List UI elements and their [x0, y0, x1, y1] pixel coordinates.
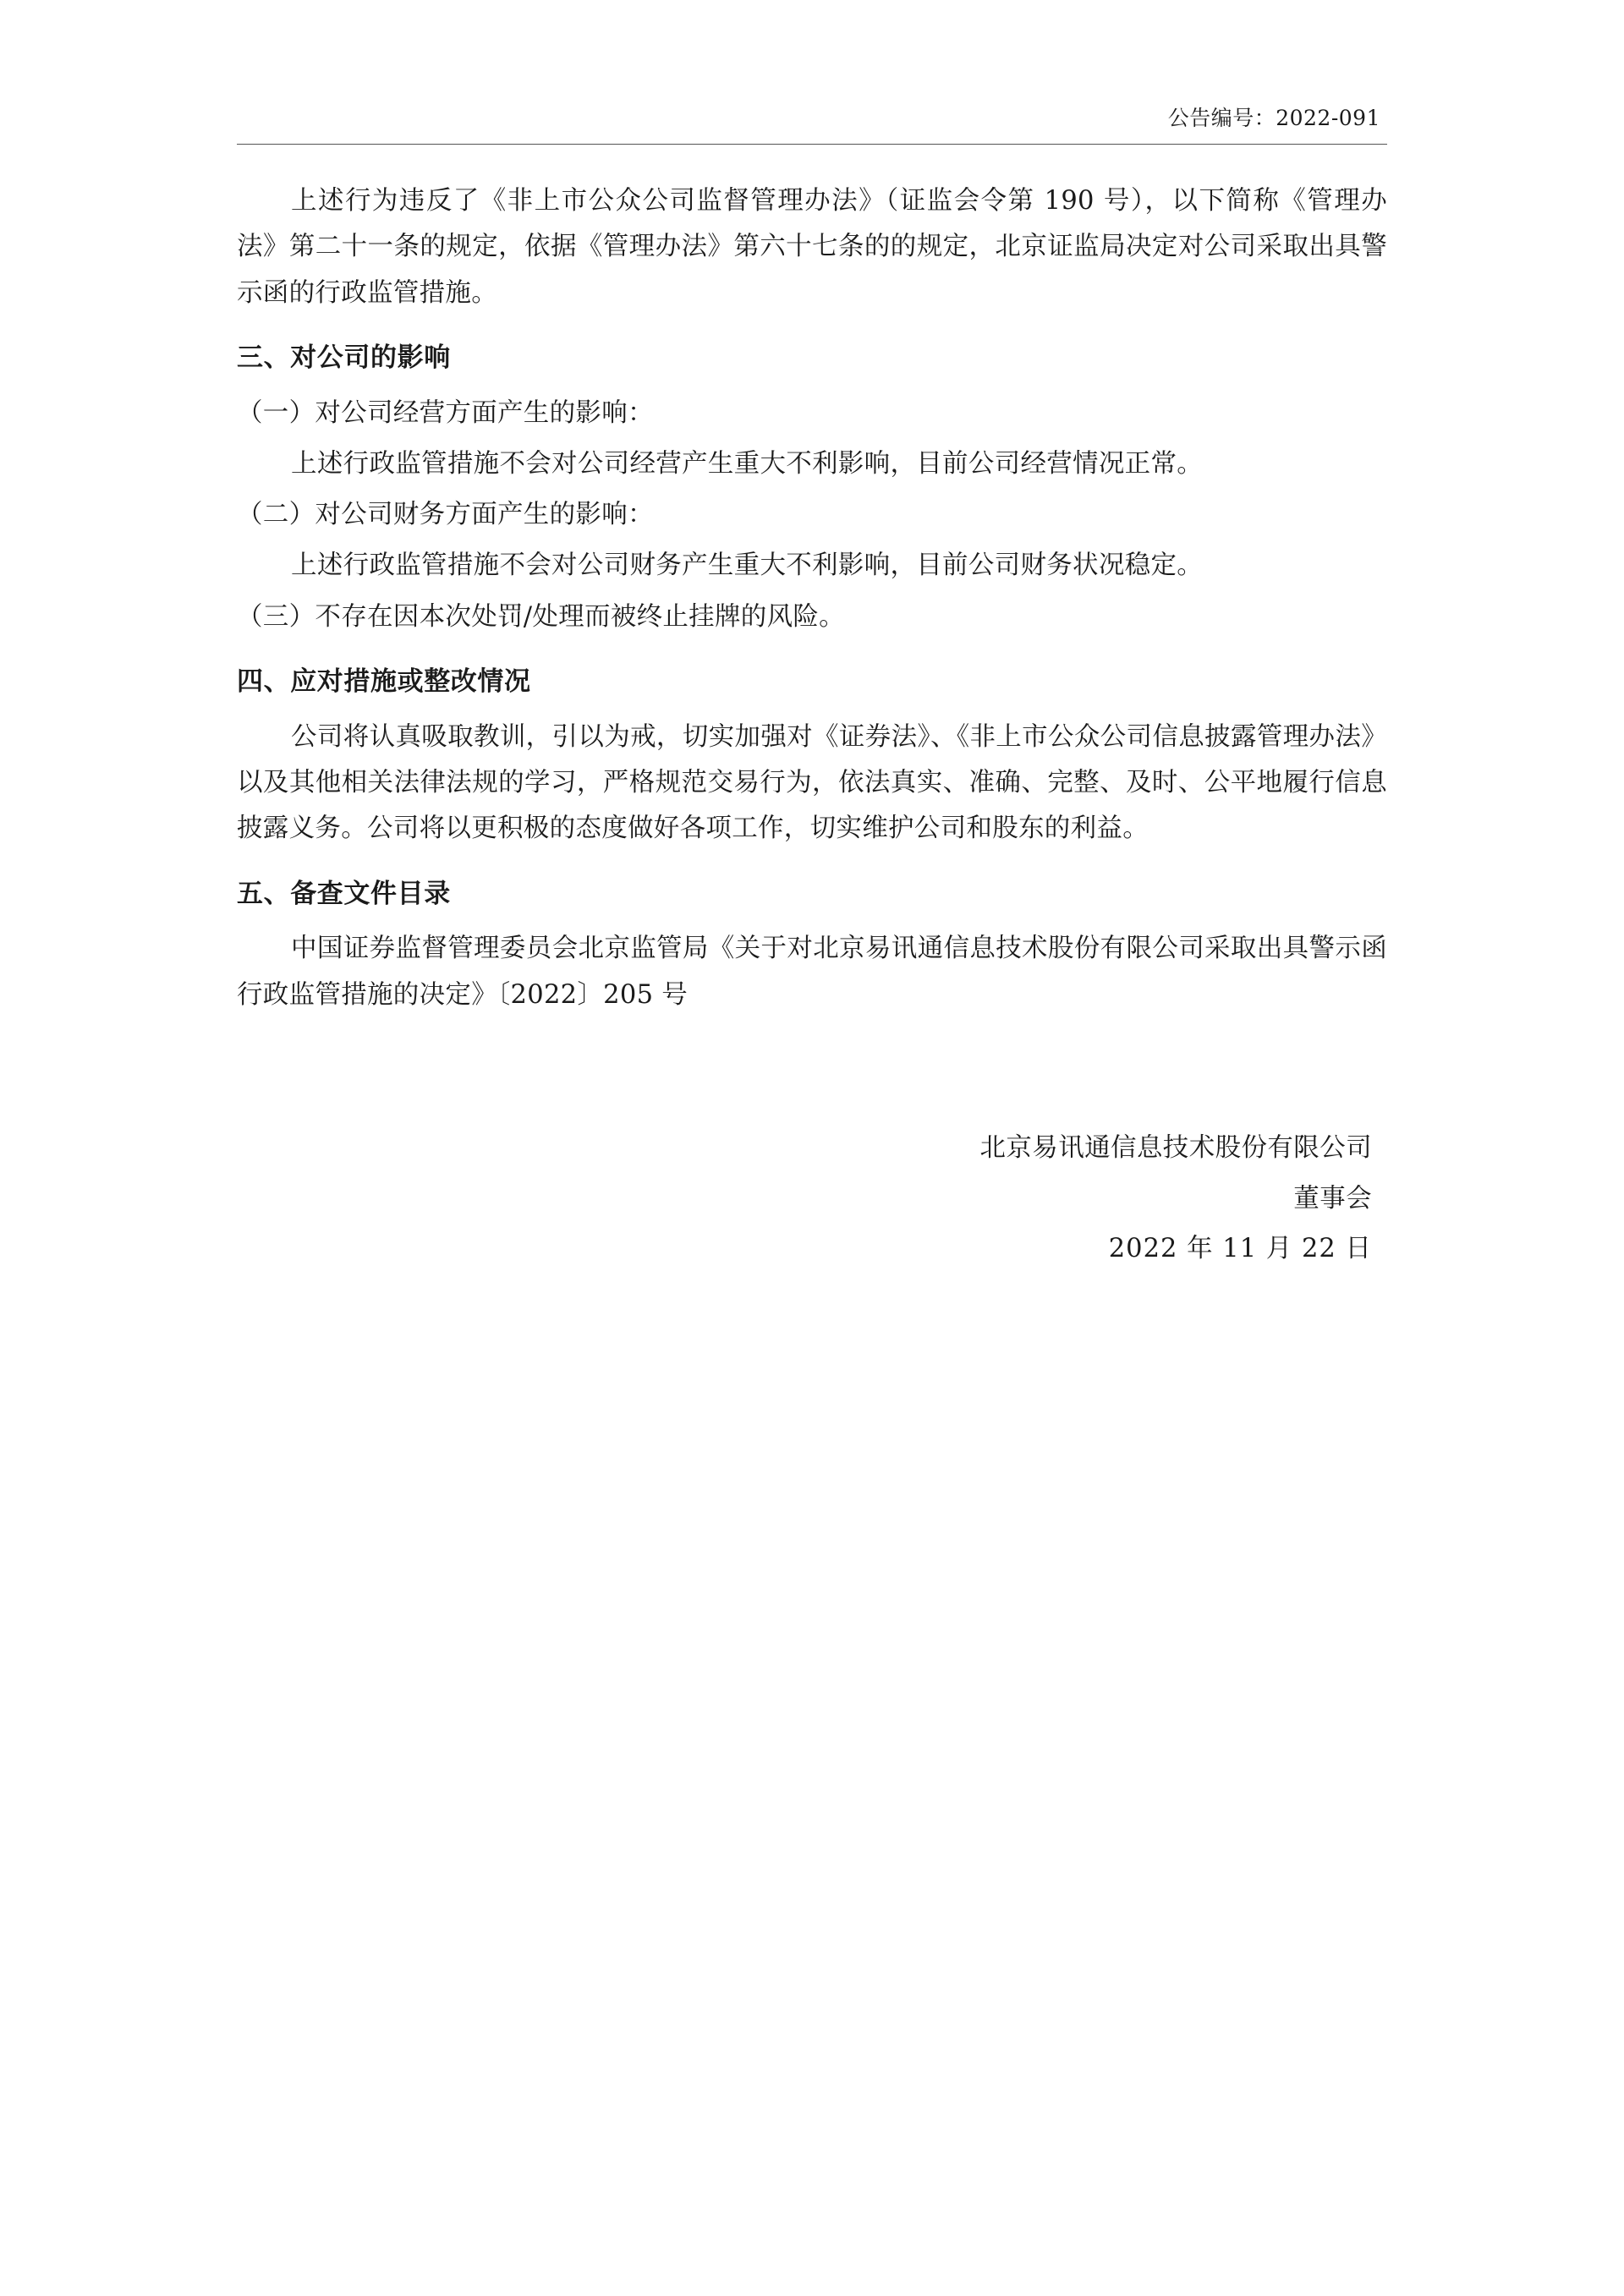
paragraph-violation: 上述行为违反了《非上市公众公司监督管理办法》（证监会令第 190 号），以下简称《管理办法》第二十一条的规定，依据《管理办法》第六十七条的的规定，北京证监局决定对公司采取出具警示函的行政监管措施。 [237, 186, 1387, 308]
page-header [237, 101, 1387, 132]
signature-board: 董事会 [1293, 1183, 1372, 1214]
section-three-item-3-title: （三）不存在因本次处罚/处理而被终止挂牌的风险。 [237, 601, 845, 632]
heading-section-three: 三、对公司的影响 [237, 342, 451, 373]
section-three-item-2-text: 上述行政监管措施不会对公司财务产生重大不利影响，目前公司财务状况稳定。 [291, 551, 1204, 581]
signature-spacer [237, 1023, 1387, 1123]
document-body [237, 178, 1387, 1018]
heading-section-four: 四、应对措施或整改情况 [237, 666, 531, 698]
section-three-item-1-text: 上述行政监管措施不会对公司经营产生重大不利影响，目前公司经营情况正常。 [291, 448, 1204, 479]
section-four-text: 公司将认真吸取教训，引以为戒，切实加强对《证券法》、《非上市公众公司信息披露管理办法》以及其他相关法律法规的学习，严格规范交易行为，依法真实、准确、完整、及时、公平地履行信息披露义务。公司将以更积极的态度做好各项工作，切实维护公司和股东的利益。 [237, 721, 1387, 844]
signature-date: 2022 年 11 月 22 日 [1108, 1233, 1372, 1263]
signature-block [237, 1123, 1387, 1274]
header-divider [237, 144, 1387, 145]
section-three-item-2-title: （二）对公司财务方面产生的影响： [237, 500, 654, 530]
notice-number: 公告编号：2022-091 [1167, 106, 1380, 130]
section-five-text: 中国证券监督管理委员会北京监管局《关于对北京易讯通信息技术股份有限公司采取出具警示函行政监管措施的决定》〔2022〕205 号 [237, 934, 1387, 1010]
section-three-item-1-title: （一）对公司经营方面产生的影响： [237, 397, 654, 428]
heading-section-five: 五、备查文件目录 [237, 878, 451, 909]
signature-company: 北京易讯通信息技术股份有限公司 [979, 1133, 1372, 1164]
